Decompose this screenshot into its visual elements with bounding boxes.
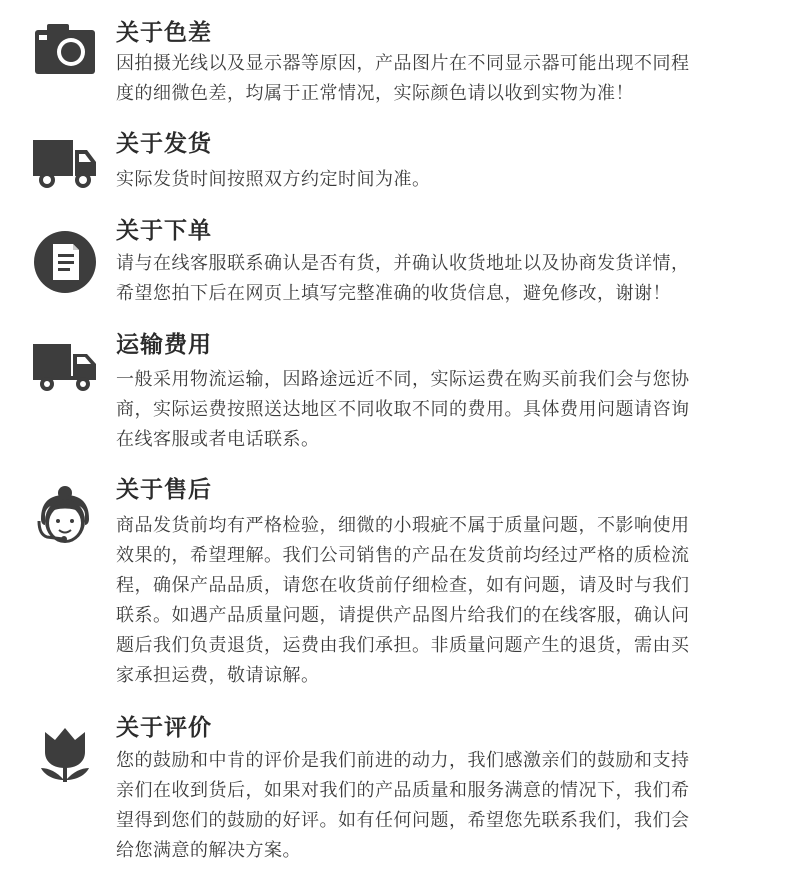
body-line: 望得到您们的鼓励的好评。如有任何问题，希望您先联系我们，我们会 <box>116 810 690 831</box>
body-line: 实际发货时间按照双方约定时间为准。 <box>116 169 431 190</box>
section-title: 关于色差 <box>116 20 212 46</box>
section-body <box>116 746 756 866</box>
body-line: 程，确保产品品质，请您在收货前仔细检查，如有问题，请及时与我们 <box>116 575 690 596</box>
body-line: 在线客服或者电话联系。 <box>116 429 320 450</box>
section-title: 关于售后 <box>116 477 212 503</box>
body-line: 家承担运费，敬请谅解。 <box>116 665 320 686</box>
truck-icon <box>33 130 97 194</box>
body-line: 题后我们负责退货，运费由我们承担。非质量问题产生的退货，需由买 <box>116 635 690 656</box>
body-line: 您的鼓励和中肯的评价是我们前进的动力，我们感激亲们的鼓励和支持 <box>116 750 690 771</box>
delivery-truck-icon <box>33 334 97 398</box>
body-line: 给您满意的解决方案。 <box>116 840 301 861</box>
body-line: 度的细微色差，均属于正常情况，实际颜色请以收到实物为准！ <box>116 83 634 104</box>
section-body <box>116 165 756 195</box>
section-title: 关于发货 <box>116 131 212 157</box>
section-title: 关于下单 <box>116 218 212 244</box>
body-line: 因拍摄光线以及显示器等原因，产品图片在不同显示器可能出现不同程 <box>116 53 690 74</box>
document-icon <box>33 230 97 294</box>
customer-service-icon <box>33 485 97 549</box>
section-body <box>116 365 756 455</box>
section-body <box>116 511 756 691</box>
body-line: 效果的，希望理解。我们公司销售的产品在发货前均经过严格的质检流 <box>116 545 690 566</box>
section-body <box>116 49 756 109</box>
section-title: 关于评价 <box>116 715 212 741</box>
section-body <box>116 249 756 309</box>
body-line: 亲们在收到货后，如果对我们的产品质量和服务满意的情况下，我们希 <box>116 780 690 801</box>
section-title: 运输费用 <box>116 332 212 358</box>
body-line: 希望您拍下后在网页上填写完整准确的收货信息，避免修改，谢谢！ <box>116 283 671 304</box>
body-line: 联系。如遇产品质量问题，请提供产品图片给我们的在线客服，确认问 <box>116 605 690 626</box>
camera-icon <box>33 18 97 82</box>
body-line: 请与在线客服联系确认是否有货，并确认收货地址以及协商发货详情， <box>116 253 690 274</box>
body-line: 商，实际运费按照送达地区不同收取不同的费用。具体费用问题请咨询 <box>116 399 690 420</box>
body-line: 商品发货前均有严格检验，细微的小瑕疵不属于质量问题，不影响使用 <box>116 515 690 536</box>
tulip-icon <box>33 722 97 786</box>
body-line: 一般采用物流运输，因路途远近不同，实际运费在购买前我们会与您协 <box>116 369 690 390</box>
